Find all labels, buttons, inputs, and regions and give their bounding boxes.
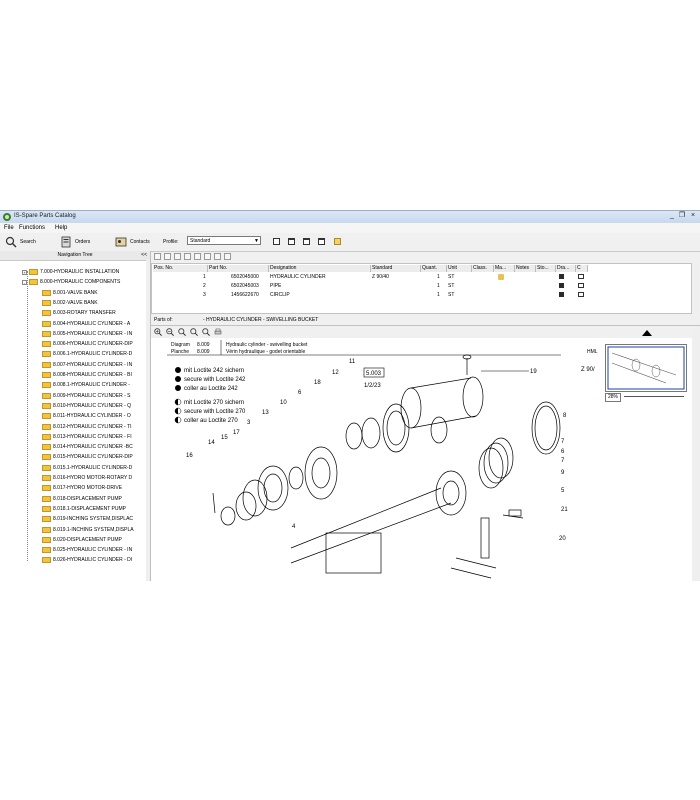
tree-item[interactable] (42, 308, 116, 318)
tree-item[interactable] (22, 277, 120, 287)
tree-item-label: 8.001-VALVE BANK (53, 289, 98, 296)
loctite-legend (175, 367, 246, 424)
callout-label: 6 (561, 449, 565, 455)
cart-icon[interactable] (578, 292, 584, 297)
table-cell-designation: HYDRAULIC CYLINDER (270, 274, 326, 280)
grid-icon[interactable] (204, 253, 211, 260)
folder-icon (42, 413, 51, 419)
drawing-lines (213, 355, 560, 578)
legend-line: secure with Loctite 242 (184, 377, 246, 383)
table-row[interactable] (152, 282, 682, 290)
tree-item[interactable] (42, 483, 122, 493)
folder-icon[interactable] (334, 238, 341, 245)
tree-item[interactable] (42, 339, 133, 349)
thumbnail-preview-icon (606, 345, 686, 391)
window-layout-icon[interactable] (273, 238, 280, 245)
folder-icon (42, 444, 51, 450)
tree-item[interactable] (42, 463, 132, 473)
table-cell-part: 1456622670 (231, 292, 259, 298)
tree-item[interactable] (42, 535, 122, 545)
folder-icon (42, 393, 51, 399)
printer-icon[interactable] (224, 253, 231, 260)
callout-label: 7 (561, 458, 565, 464)
scroll-up-arrow-icon[interactable] (642, 330, 652, 336)
callout-label: 18 (314, 380, 321, 386)
tree-item-label: 8.007-HYDRAULIC CYLINDER - IN (53, 361, 133, 368)
callout-label: 10 (280, 400, 287, 406)
tree-item-label: 8.006-HYDRAULIC CYLINDER-DIP (53, 341, 133, 348)
tree-expander-icon[interactable]: - (23, 279, 26, 285)
tree-item[interactable] (42, 473, 132, 483)
search-button[interactable] (5, 235, 36, 249)
tree-item-label: 8.018.1-DISPLACEMENT PUMP (53, 505, 126, 512)
folder-icon (42, 557, 51, 563)
chevron-down-icon: ▼ (254, 238, 259, 244)
table-cell-unit: ST (448, 283, 455, 289)
tree-item-label: 8.026-HYDRAULIC CYLINDER - DI (53, 557, 133, 564)
cart-icon[interactable] (578, 274, 584, 279)
callout-label: 15 (221, 435, 228, 441)
tree-item-label: 8.025-HYDRAULIC CYLINDER - IN (53, 547, 133, 554)
print-icon[interactable] (214, 253, 221, 260)
tree-item[interactable] (42, 370, 132, 380)
legend-line: coller au Loctite 270 (184, 418, 238, 424)
navigation-title: Navigation Tree (57, 252, 93, 258)
callout-label: 8 (563, 413, 567, 419)
table-row[interactable] (152, 273, 682, 281)
tree-item-label: 8.016-HYDRO MOTOR-ROTARY D (53, 475, 133, 481)
sub-reference: 1/2/23 (364, 383, 381, 389)
column-header[interactable]: Pos. No. (153, 265, 208, 272)
tree-item-label: 8.017-HYDRO MOTOR-DRIVE (53, 485, 123, 492)
layout-tiles-icon[interactable] (303, 238, 310, 245)
column-header[interactable]: Standard (371, 265, 421, 272)
contacts-icon (115, 236, 127, 248)
tree-item-label: 8.006.1-HYDRAULIC CYLINDER-D (53, 351, 133, 358)
parts-of-label: Parts of: (154, 317, 173, 323)
copy-icon[interactable] (154, 253, 161, 260)
tree-item-label: 8.008.1-HYDRAULIC CYLINDER - (53, 382, 130, 389)
folder-icon (42, 506, 51, 512)
callout-label: 3 (247, 420, 251, 426)
main-toolbar (0, 233, 700, 252)
tree-item-label: 8.013-HYDRAULIC CYLINDER - FI (53, 433, 132, 440)
legend-line: secure with Loctite 270 (184, 409, 246, 415)
menu-bar (0, 223, 700, 233)
table-cell-unit: ST (448, 292, 455, 298)
callout-label: 12 (332, 370, 339, 376)
legend-line: coller au Loctite 242 (184, 386, 238, 392)
callout-label: 11 (349, 359, 356, 365)
paste-icon[interactable] (164, 253, 171, 260)
callout-label: 7 (561, 439, 565, 445)
tree-item-label: 8.019.1-INCHING SYSTEM,DISPLA (53, 526, 134, 533)
title-bar (0, 211, 700, 223)
tree-item-label: 8.009-HYDRAULIC CYLINDER - S (53, 392, 131, 399)
table-scrollbar[interactable] (692, 264, 699, 315)
table-cell-quant: 1 (437, 283, 440, 289)
tree-item[interactable] (42, 545, 132, 555)
window-title: IS-Spare Parts Catalog (14, 213, 76, 219)
drawing-thumbnail[interactable] (605, 344, 687, 392)
tree-item-label: 7.000-HYDRAULIC INSTALLATION (40, 269, 120, 275)
folder-icon (42, 465, 51, 471)
folder-icon (42, 454, 51, 460)
table-cell-quant: 1 (437, 274, 440, 280)
drawing-link-icon[interactable] (559, 274, 564, 279)
drawing-title-primary: Hydraulic cylinder - swivelling bucket (226, 342, 308, 348)
folder-icon (42, 475, 51, 481)
diagram-number: 8.009 (197, 342, 210, 348)
folder-icon (42, 372, 51, 378)
legend-line: mit Loctite 270 sichern (184, 400, 245, 406)
table-cell-unit: ST (448, 274, 455, 280)
export-icon[interactable] (184, 253, 191, 260)
table-row[interactable] (152, 291, 682, 299)
menu-file[interactable]: File (4, 225, 14, 231)
column-header[interactable]: Quant. (421, 265, 447, 272)
tree-item-label: 8.015-HYDRAULIC CYLINDER-DIP (53, 454, 133, 461)
save-icon[interactable] (194, 253, 201, 260)
tree-item[interactable] (42, 422, 132, 432)
tree-item[interactable] (42, 360, 132, 370)
contacts-button[interactable] (115, 235, 150, 249)
folder-icon (42, 351, 51, 357)
folder-icon (42, 341, 51, 347)
table-cell-part: 6502045003 (231, 283, 259, 289)
tree-item[interactable] (42, 555, 132, 565)
tree-item-label: 8.011-HYDRAULIC CYLINDER - O (53, 413, 131, 420)
tree-item[interactable] (42, 349, 132, 359)
legend-line: mit Loctite 242 sichern (184, 368, 245, 374)
drawing-reference: Z 90/ (581, 367, 595, 373)
zoom-width-icon[interactable] (190, 328, 198, 336)
parts-of-value: - HYDRAULIC CYLINDER - SWIVELLING BUCKET (203, 317, 319, 323)
table-cell-pos: 3 (203, 292, 206, 298)
callout-label: 9 (561, 470, 565, 476)
callout-label: 21 (561, 507, 568, 513)
layout-grid-icon[interactable] (318, 238, 325, 245)
restore-icon[interactable]: ❐ (678, 212, 686, 219)
navigation-header (0, 251, 150, 261)
zoom-fit-icon[interactable] (178, 328, 186, 336)
tree-item-label: 8.012-HYDRAULIC CYLINDER - TI (53, 423, 132, 430)
nav-scrollbar[interactable] (146, 260, 150, 581)
tree-item[interactable] (42, 525, 134, 535)
parts-of-bar (151, 316, 700, 326)
profile-select[interactable] (187, 236, 261, 245)
folder-icon (42, 403, 51, 409)
planche-number: 8.009 (197, 349, 210, 355)
folder-icon (42, 382, 51, 388)
tree-item[interactable] (22, 267, 119, 277)
folder-icon (42, 537, 51, 543)
tree-expander-icon[interactable]: + (23, 269, 26, 275)
folder-icon (42, 290, 51, 296)
zoom-page-icon[interactable] (202, 328, 210, 336)
callout-label: 14 (208, 440, 215, 446)
tree-item[interactable] (42, 452, 133, 462)
navigation-panel (0, 251, 151, 581)
menu-functions[interactable]: Functions (19, 225, 46, 231)
contacts-label: Contacts (130, 239, 150, 245)
tree-item-label: 8.002-VALVE BANK (53, 299, 98, 306)
callout-label: 17 (233, 430, 240, 436)
diagram-label: Diagram (171, 342, 190, 348)
folder-icon (42, 321, 51, 327)
search-icon (5, 236, 17, 248)
zoom-level[interactable]: 28% (605, 393, 621, 402)
drawing-link-icon[interactable] (559, 292, 564, 297)
tree-item[interactable] (42, 504, 126, 514)
tree-item[interactable] (42, 391, 131, 401)
filter-icon[interactable] (174, 253, 181, 260)
orders-label: Orders (75, 239, 91, 245)
menu-help[interactable]: Help (55, 225, 68, 231)
table-cell-part: 6502045000 (231, 274, 259, 280)
orders-icon (60, 236, 72, 248)
tree-item-label: 8.010-HYDRAULIC CYLINDER - Q (53, 402, 132, 409)
close-icon[interactable]: × (690, 212, 696, 219)
tree-item[interactable] (42, 514, 133, 524)
zoom-in-icon[interactable] (154, 328, 162, 336)
callout-label: 13 (262, 410, 269, 416)
tree-connector (27, 271, 28, 561)
tree-item-label: 8.005-HYDRAULIC CYLINDER - IN (53, 330, 133, 337)
profile-label: Profile: (163, 239, 179, 245)
folder-icon (42, 300, 51, 306)
callout-label: 5 (561, 488, 565, 494)
table-cell-pos: 1 (203, 274, 206, 280)
column-header[interactable]: Notes (515, 265, 536, 272)
tree-item-label: 8.004-HYDRAULIC CYLINDER - A (53, 320, 131, 327)
folder-icon (42, 547, 51, 553)
folder-icon (42, 331, 51, 337)
column-header[interactable]: Dra... (556, 265, 576, 272)
drawing-scrollbar[interactable] (693, 326, 700, 581)
print-drawing-icon[interactable] (214, 328, 222, 336)
drawing-link-icon[interactable] (559, 283, 564, 288)
material-note-icon[interactable] (498, 274, 504, 280)
tree-item-label: 8.015.1-HYDRAULIC CYLINDER-D (53, 464, 133, 471)
folder-icon (42, 485, 51, 491)
tree-item-label: 8.020-DISPLACEMENT PUMP (53, 536, 122, 543)
drawing-toolbar (151, 326, 700, 337)
folder-icon (42, 424, 51, 430)
table-cell-pos: 2 (203, 283, 206, 289)
folder-icon (42, 516, 51, 522)
layout-split-icon[interactable] (288, 238, 295, 245)
table-cell-quant: 1 (437, 292, 440, 298)
tree-item[interactable] (42, 432, 132, 442)
column-header[interactable]: Class. (472, 265, 494, 272)
folder-icon (42, 496, 51, 502)
column-header[interactable]: Unit (447, 265, 472, 272)
drawing-code: HML (587, 349, 598, 355)
tree-item[interactable] (42, 411, 131, 421)
tree-item-label: 8.018-DISPLACEMENT PUMP (53, 495, 122, 502)
tree-item[interactable] (42, 298, 98, 308)
callout-label: 4 (292, 524, 296, 530)
tree-item[interactable] (42, 288, 98, 298)
app-logo-icon (2, 212, 12, 222)
app-window (0, 210, 700, 581)
tree-item[interactable] (42, 380, 130, 390)
callout-label: 20 (559, 536, 566, 542)
column-header[interactable]: Part No. (208, 265, 269, 272)
zoom-slider[interactable] (624, 396, 684, 397)
tree-item-label: 8.003-ROTARY TRANSFER (53, 310, 116, 317)
orders-button[interactable] (60, 235, 90, 249)
drawing-title-french: Vérin hydraulique - godet orientable (226, 349, 306, 355)
column-header[interactable]: C (576, 265, 588, 272)
folder-icon (42, 310, 51, 316)
column-header[interactable]: Designation (269, 265, 371, 272)
folder-icon (42, 362, 51, 368)
table-cell-designation: CIRCLIP (270, 292, 290, 298)
tree-item-label: 8.000-HYDRAULIC COMPONENTS (40, 279, 121, 286)
folder-icon (42, 434, 51, 440)
minimize-icon[interactable]: _ (670, 212, 674, 219)
tree-item[interactable] (42, 401, 131, 411)
column-header[interactable]: Ma... (494, 265, 515, 272)
callout-label: 6 (298, 390, 302, 396)
zoom-out-icon[interactable] (166, 328, 174, 336)
search-label: Search (20, 239, 36, 245)
callout-label: 16 (186, 453, 193, 459)
grid-toolbar (151, 251, 700, 262)
tree-item[interactable] (42, 442, 133, 452)
profile-value: Standard (190, 238, 211, 244)
tree-item[interactable] (42, 329, 132, 339)
parts-table (151, 263, 692, 314)
tree-item-label: 8.014-HYDRAULIC CYLINDER -BC (53, 444, 133, 451)
reference-box-text: 5.003 (366, 371, 382, 377)
folder-icon (29, 279, 38, 285)
callout-label: 19 (530, 369, 537, 375)
cart-icon[interactable] (578, 283, 584, 288)
tree-item[interactable] (42, 494, 122, 504)
table-cell-designation: PIPE (270, 283, 282, 289)
folder-icon (29, 269, 38, 275)
tree-item[interactable] (42, 319, 130, 329)
folder-icon (42, 527, 51, 533)
planche-label: Planche (171, 349, 190, 355)
collapse-nav-button[interactable]: << (141, 252, 147, 258)
table-cell-standard: Z 90/40 (372, 274, 389, 280)
tree-item-label: 8.019-INCHING SYSTEM,DISPLAC (53, 516, 134, 523)
tree-item-label: 8.008-HYDRAULIC CYLINDER - BI (53, 372, 132, 378)
column-header[interactable]: Sto... (536, 265, 556, 272)
content-area (151, 251, 700, 581)
